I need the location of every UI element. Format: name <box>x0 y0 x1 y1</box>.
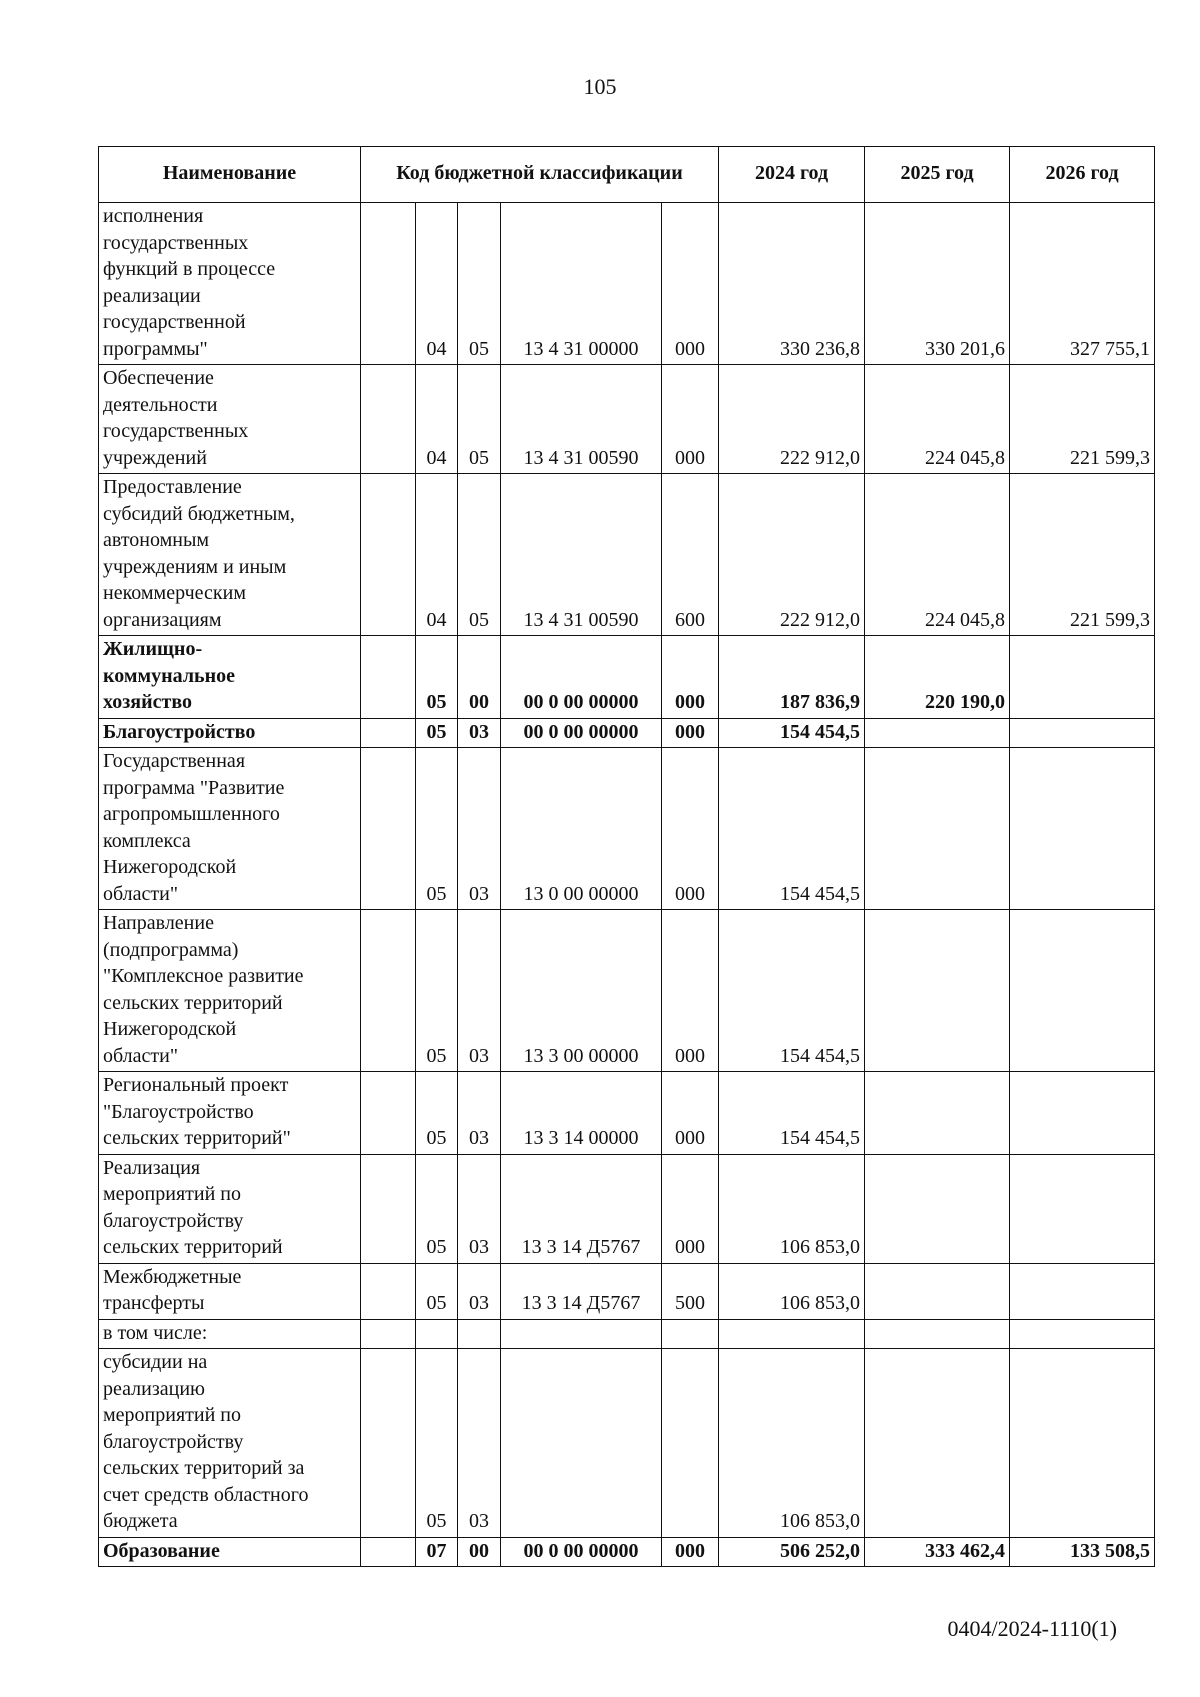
row-name-line: автономным <box>103 529 210 551</box>
row-section-code: 05 <box>416 910 458 1072</box>
row-subsection-code: 03 <box>458 1263 501 1319</box>
row-section-code: 05 <box>416 636 458 719</box>
row-name-line: программы" <box>103 337 208 360</box>
row-name-line: трансферты <box>103 1292 205 1314</box>
row-code-spacer <box>361 748 416 910</box>
row-amount-2024: 154 454,5 <box>719 910 865 1072</box>
table-body <box>99 203 1155 1567</box>
row-subsection-code: 03 <box>458 718 501 748</box>
row-amount-2025 <box>865 1154 1010 1263</box>
row-amount-2025 <box>865 748 1010 910</box>
row-amount-2024: 154 454,5 <box>719 1072 865 1155</box>
row-expense-type-code: 600 <box>662 474 719 636</box>
row-name-line: государственных <box>103 420 249 442</box>
row-name-line: Межбюджетные <box>103 1265 242 1288</box>
header-2024: 2024 год <box>719 147 865 203</box>
row-subsection-code: 03 <box>458 910 501 1072</box>
row-code-spacer <box>361 1349 416 1538</box>
row-name <box>99 910 361 1072</box>
table-row <box>99 203 1155 365</box>
row-name-line: мероприятий по <box>103 1183 241 1205</box>
row-name-line: хозяйство <box>103 691 192 713</box>
row-code-spacer <box>361 1263 416 1319</box>
row-amount-2025: 220 190,0 <box>865 636 1010 719</box>
header-name: Наименование <box>99 147 361 203</box>
row-name-line: программа "Развитие <box>103 776 285 799</box>
row-subsection-code: 00 <box>458 1537 501 1567</box>
row-target-article-code <box>501 1319 662 1349</box>
row-name <box>99 1349 361 1538</box>
row-name-line: Нижегородской <box>103 1018 237 1040</box>
row-name-line: мероприятий по <box>103 1404 241 1426</box>
row-expense-type-code: 000 <box>662 203 719 365</box>
row-subsection-code: 03 <box>458 1349 501 1538</box>
row-code-spacer <box>361 718 416 748</box>
row-name-line: Нижегородской <box>103 856 237 878</box>
row-name-line: Благоустройство <box>103 720 256 743</box>
row-name-line: коммунальное <box>103 664 236 687</box>
row-amount-2024: 330 236,8 <box>719 203 865 365</box>
row-amount-2026 <box>1010 718 1155 748</box>
row-name-line: реализации <box>103 284 201 307</box>
row-subsection-code: 05 <box>458 365 501 474</box>
row-name-line: (подпрограмма) <box>103 938 239 961</box>
table-row <box>99 1263 1155 1319</box>
row-name-line: субсидии на <box>103 1351 208 1373</box>
row-name <box>99 718 361 748</box>
row-amount-2026 <box>1010 1349 1155 1538</box>
row-subsection-code: 03 <box>458 1154 501 1263</box>
row-section-code: 05 <box>416 1154 458 1263</box>
row-code-spacer <box>361 1072 416 1155</box>
row-expense-type-code <box>662 1349 719 1538</box>
row-name-line: благоустройству <box>103 1430 244 1453</box>
row-amount-2025 <box>865 1072 1010 1155</box>
row-name-line: Обеспечение <box>103 367 214 389</box>
row-name <box>99 748 361 910</box>
row-name <box>99 1537 361 1567</box>
row-amount-2024: 222 912,0 <box>719 365 865 474</box>
table-header-row <box>99 147 1155 203</box>
row-code-spacer <box>361 1319 416 1349</box>
header-2025: 2025 год <box>865 147 1010 203</box>
row-target-article-code: 13 3 00 00000 <box>501 910 662 1072</box>
row-amount-2026 <box>1010 636 1155 719</box>
row-subsection-code: 03 <box>458 1072 501 1155</box>
row-expense-type-code: 000 <box>662 1072 719 1155</box>
row-target-article-code: 00 0 00 00000 <box>501 1537 662 1567</box>
row-section-code: 05 <box>416 748 458 910</box>
row-name-line: агропромышленного <box>103 803 280 825</box>
row-amount-2025: 330 201,6 <box>865 203 1010 365</box>
row-name-line: Направление <box>103 912 214 934</box>
row-section-code <box>416 1319 458 1349</box>
row-amount-2026 <box>1010 1263 1155 1319</box>
row-amount-2024: 187 836,9 <box>719 636 865 719</box>
row-amount-2024: 506 252,0 <box>719 1537 865 1567</box>
row-name <box>99 1154 361 1263</box>
row-amount-2025 <box>865 1349 1010 1538</box>
row-amount-2024: 106 853,0 <box>719 1349 865 1538</box>
row-name-line: сельских территорий за <box>103 1457 305 1479</box>
row-expense-type-code: 000 <box>662 718 719 748</box>
table-row <box>99 1072 1155 1155</box>
row-code-spacer <box>361 636 416 719</box>
row-code-spacer <box>361 365 416 474</box>
row-code-spacer <box>361 910 416 1072</box>
header-2026: 2026 год <box>1010 147 1155 203</box>
row-name-line: области" <box>103 1044 179 1067</box>
row-amount-2025 <box>865 910 1010 1072</box>
row-name-line: области" <box>103 882 179 905</box>
row-amount-2026 <box>1010 1072 1155 1155</box>
row-amount-2025: 224 045,8 <box>865 365 1010 474</box>
row-code-spacer <box>361 203 416 365</box>
row-name <box>99 1319 361 1349</box>
row-section-code: 04 <box>416 365 458 474</box>
table-row <box>99 748 1155 910</box>
row-target-article-code: 13 0 00 00000 <box>501 748 662 910</box>
row-name-line: учреждениям и иным <box>103 555 287 578</box>
row-name <box>99 365 361 474</box>
row-name-line: деятельности <box>103 393 218 416</box>
row-amount-2024: 154 454,5 <box>719 748 865 910</box>
row-name-line: организациям <box>103 608 222 631</box>
row-name <box>99 1263 361 1319</box>
row-name-line: Государственная <box>103 750 246 772</box>
row-name-line: в том числе: <box>103 1321 208 1344</box>
row-expense-type-code: 000 <box>662 910 719 1072</box>
row-amount-2025: 333 462,4 <box>865 1537 1010 1567</box>
table-row <box>99 474 1155 636</box>
row-amount-2026 <box>1010 1319 1155 1349</box>
table-row <box>99 365 1155 474</box>
row-expense-type-code: 000 <box>662 748 719 910</box>
row-target-article-code: 13 4 31 00590 <box>501 474 662 636</box>
row-amount-2024 <box>719 1319 865 1349</box>
row-target-article-code: 13 4 31 00590 <box>501 365 662 474</box>
row-name-line: Предоставление <box>103 476 242 498</box>
table-row <box>99 1349 1155 1538</box>
table-row <box>99 636 1155 719</box>
table-row <box>99 1154 1155 1263</box>
row-name-line: сельских территорий <box>103 991 283 1014</box>
row-name-line: реализацию <box>103 1377 205 1400</box>
row-name-line: государственных <box>103 231 249 254</box>
row-section-code: 04 <box>416 203 458 365</box>
row-amount-2024: 222 912,0 <box>719 474 865 636</box>
row-name-line: сельских территорий <box>103 1236 283 1258</box>
row-name-line: сельских территорий" <box>103 1127 291 1149</box>
row-subsection-code: 03 <box>458 748 501 910</box>
row-name-line: "Комплексное развитие <box>103 965 304 987</box>
row-section-code: 05 <box>416 1349 458 1538</box>
row-name-line: функций в процессе <box>103 258 276 280</box>
row-name-line: государственной <box>103 311 246 333</box>
row-name <box>99 203 361 365</box>
row-code-spacer <box>361 474 416 636</box>
table-row <box>99 910 1155 1072</box>
row-name-line: учреждений <box>103 446 207 469</box>
row-amount-2025 <box>865 718 1010 748</box>
table-row <box>99 1537 1155 1567</box>
row-target-article-code: 13 4 31 00000 <box>501 203 662 365</box>
table-row <box>99 718 1155 748</box>
row-amount-2026 <box>1010 910 1155 1072</box>
row-name-line: Региональный проект <box>103 1074 289 1096</box>
row-name-line: Жилищно- <box>103 638 203 660</box>
row-name <box>99 474 361 636</box>
row-amount-2026: 133 508,5 <box>1010 1537 1155 1567</box>
table-row <box>99 1319 1155 1349</box>
row-expense-type-code <box>662 1319 719 1349</box>
row-name-line: Образование <box>103 1539 220 1562</box>
row-target-article-code: 00 0 00 00000 <box>501 636 662 719</box>
row-amount-2026: 221 599,3 <box>1010 474 1155 636</box>
row-expense-type-code: 000 <box>662 1537 719 1567</box>
row-amount-2025 <box>865 1319 1010 1349</box>
budget-table <box>98 146 1155 1567</box>
row-name-line: счет средств областного <box>103 1483 309 1506</box>
row-target-article-code: 13 3 14 Д5767 <box>501 1154 662 1263</box>
row-subsection-code: 05 <box>458 474 501 636</box>
row-name-line: "Благоустройство <box>103 1100 254 1123</box>
row-name <box>99 1072 361 1155</box>
row-name-line: бюджета <box>103 1510 178 1532</box>
row-name-line: Реализация <box>103 1156 201 1179</box>
row-expense-type-code: 000 <box>662 1154 719 1263</box>
row-name <box>99 636 361 719</box>
header-code: Код бюджетной классификации <box>361 147 719 203</box>
row-expense-type-code: 500 <box>662 1263 719 1319</box>
page-number: 105 <box>583 74 617 99</box>
row-code-spacer <box>361 1537 416 1567</box>
row-subsection-code <box>458 1319 501 1349</box>
row-section-code: 05 <box>416 718 458 748</box>
row-target-article-code: 13 3 14 00000 <box>501 1072 662 1155</box>
row-amount-2026: 221 599,3 <box>1010 365 1155 474</box>
row-code-spacer <box>361 1154 416 1263</box>
row-section-code: 05 <box>416 1263 458 1319</box>
row-section-code: 07 <box>416 1537 458 1567</box>
row-target-article-code: 13 3 14 Д5767 <box>501 1263 662 1319</box>
document-code: 0404/2024-1110(1) <box>947 1616 1117 1641</box>
row-name-line: благоустройству <box>103 1209 244 1232</box>
row-name-line: исполнения <box>103 205 204 227</box>
row-section-code: 05 <box>416 1072 458 1155</box>
row-amount-2025 <box>865 1263 1010 1319</box>
row-subsection-code: 00 <box>458 636 501 719</box>
row-target-article-code: 00 0 00 00000 <box>501 718 662 748</box>
row-amount-2024: 106 853,0 <box>719 1263 865 1319</box>
row-amount-2026: 327 755,1 <box>1010 203 1155 365</box>
row-name-line: комплекса <box>103 829 191 852</box>
row-subsection-code: 05 <box>458 203 501 365</box>
row-name-line: субсидий бюджетным, <box>103 502 295 525</box>
row-expense-type-code: 000 <box>662 636 719 719</box>
row-amount-2025: 224 045,8 <box>865 474 1010 636</box>
row-name-line: некоммерческим <box>103 582 246 604</box>
row-amount-2024: 154 454,5 <box>719 718 865 748</box>
row-target-article-code <box>501 1349 662 1538</box>
row-expense-type-code: 000 <box>662 365 719 474</box>
row-amount-2026 <box>1010 748 1155 910</box>
row-amount-2024: 106 853,0 <box>719 1154 865 1263</box>
row-amount-2026 <box>1010 1154 1155 1263</box>
row-section-code: 04 <box>416 474 458 636</box>
